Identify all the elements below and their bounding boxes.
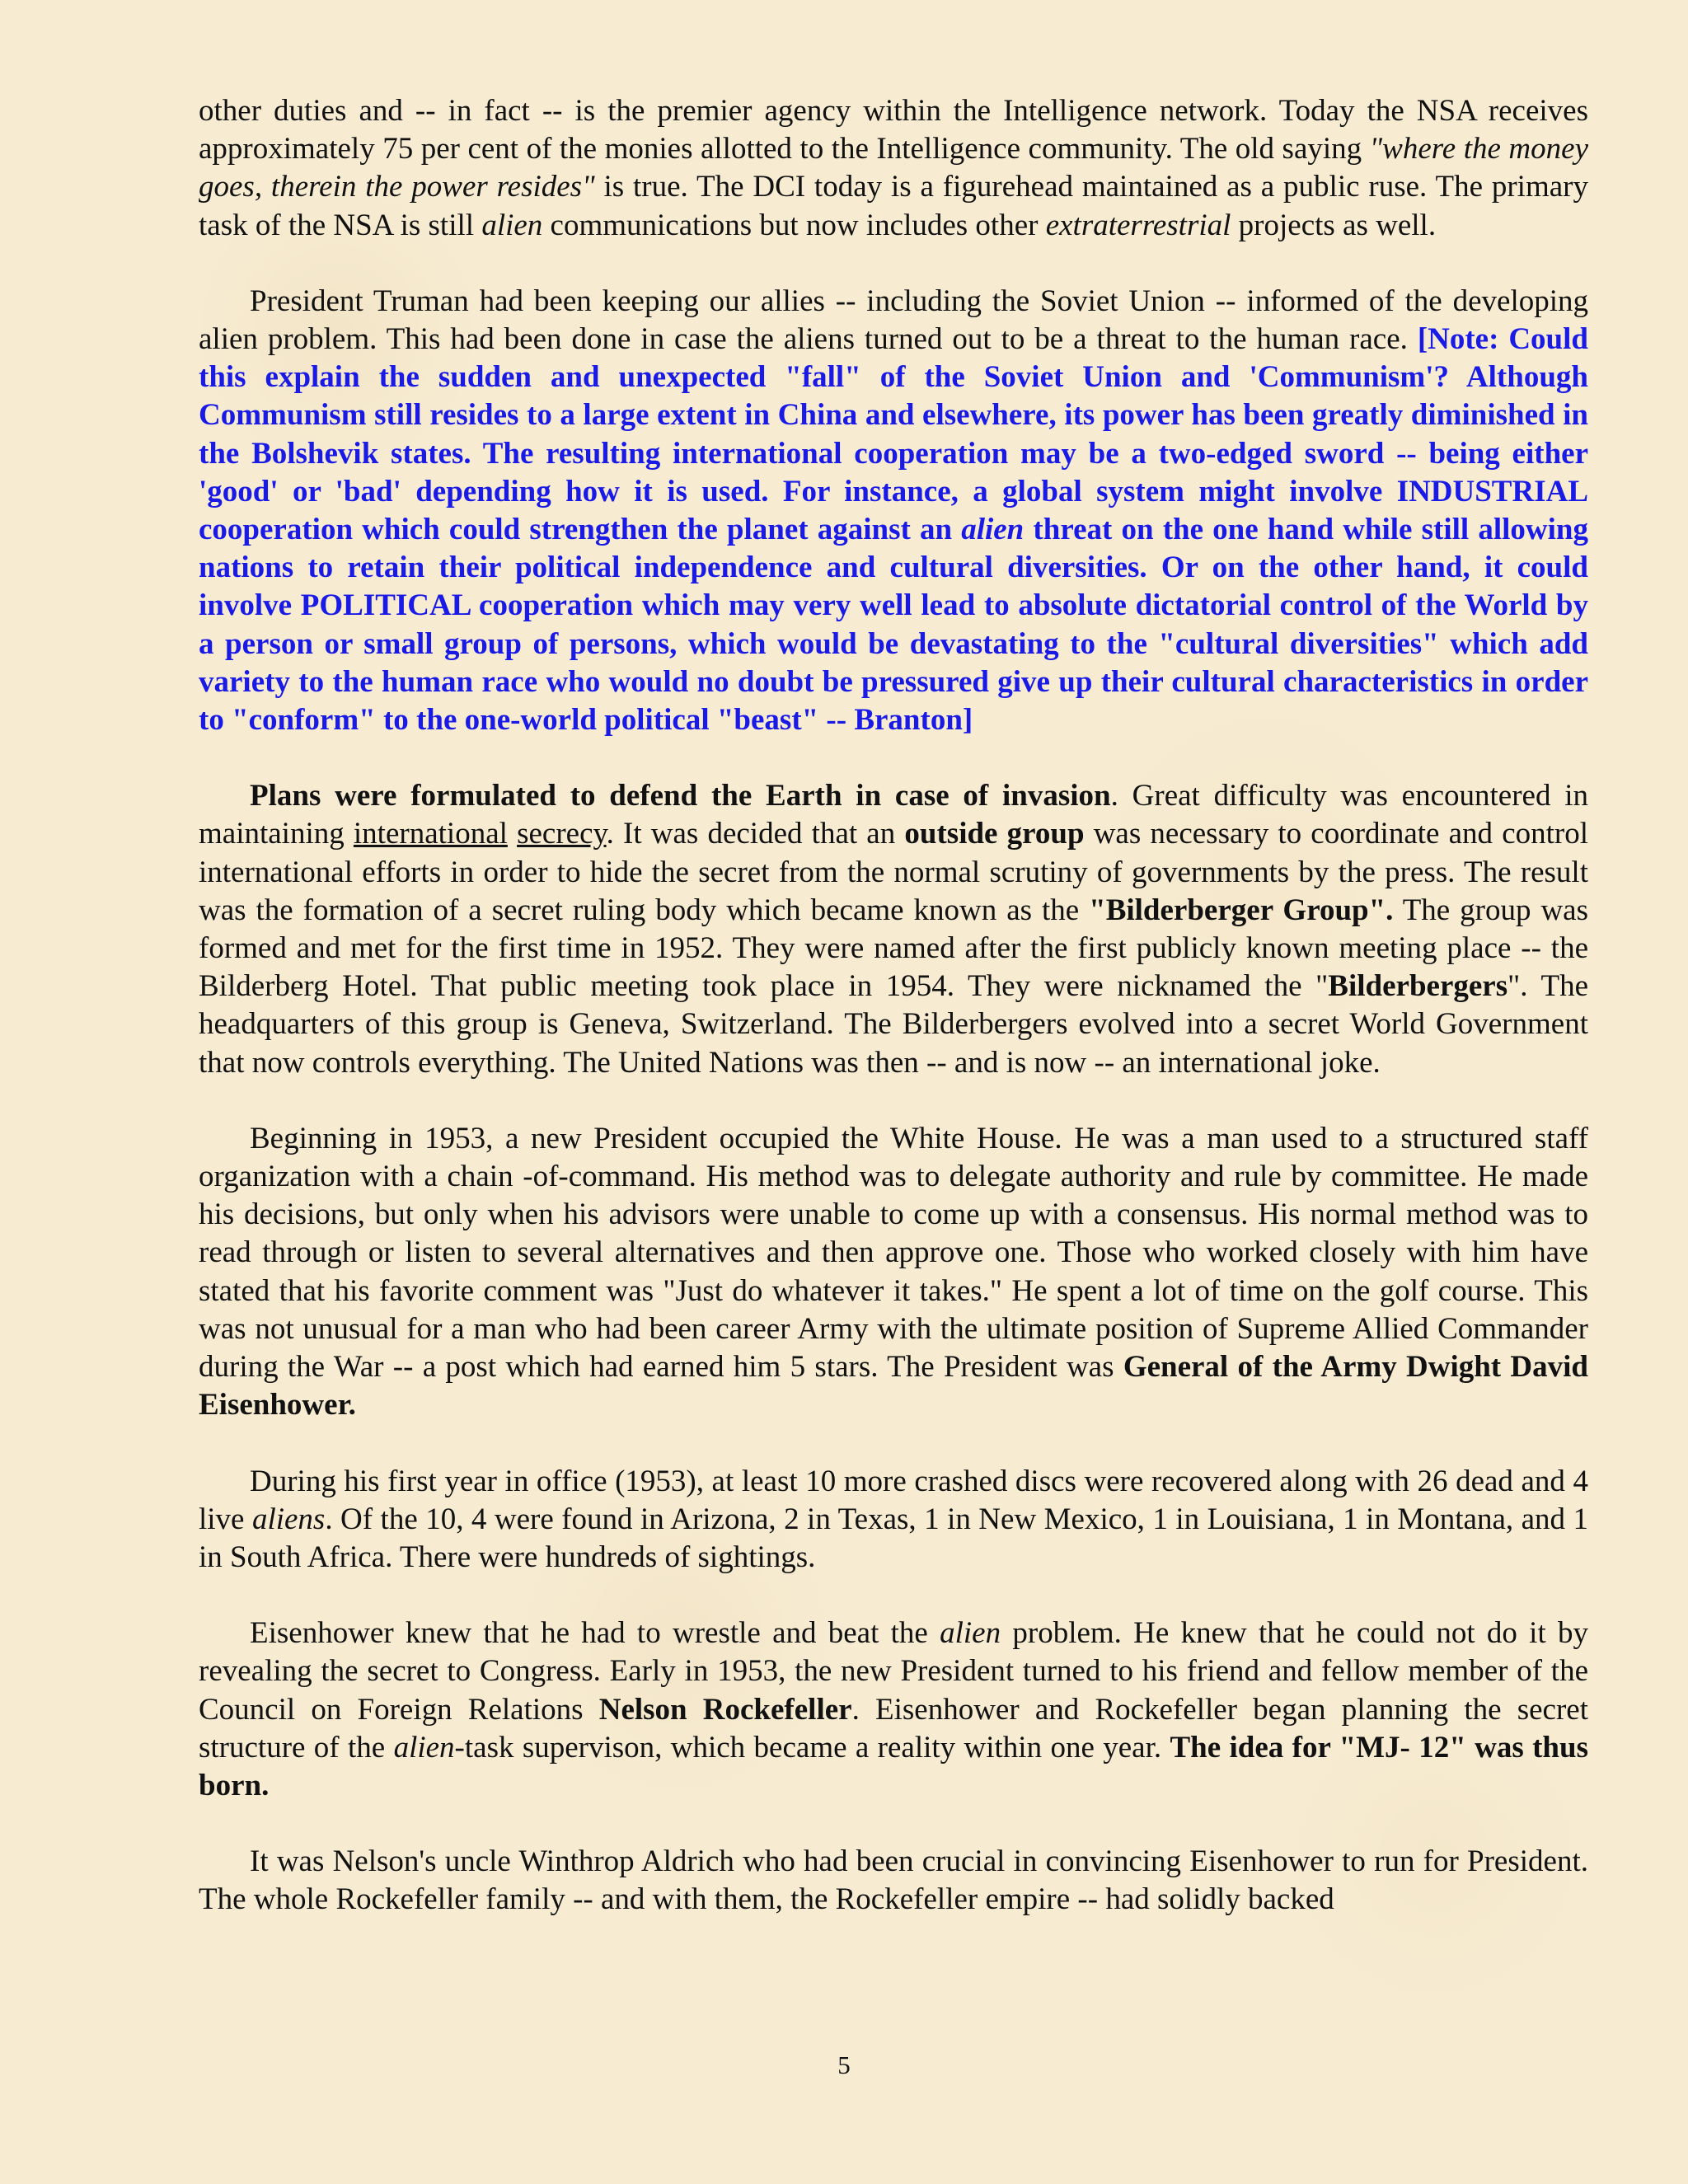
paragraph-nsa xyxy=(199,92,1588,245)
text-run: alien xyxy=(940,1616,1001,1651)
text-run: Nelson Rockefeller xyxy=(598,1692,852,1727)
text-run: alien xyxy=(393,1730,455,1765)
page-number: 5 xyxy=(837,2050,851,2079)
text-run: . Of the 10, 4 were found in Arizona, 2 in Texas, 1 in New Mexico, 1 in Louisiana, 1 in Montana, and 1 in South Africa. There were hundreds of sightings. xyxy=(199,1502,1588,1574)
text-run: "where the money goes, therein the power resides" xyxy=(199,132,1588,204)
text-run: international xyxy=(353,817,508,851)
text-run: Eisenhower knew that he had to wrestle and beat the xyxy=(250,1616,940,1651)
text-run: "Bilderberger Group". xyxy=(1089,893,1394,927)
text-run: alien xyxy=(481,208,543,242)
text-run: -task supervison, which became a reality within one year. xyxy=(454,1730,1170,1765)
text-run: communications but now includes other xyxy=(542,208,1046,242)
text-run: is true. The DCI today is a figurehead maintained as a public ruse. The primary task of the NSA is still xyxy=(199,170,1588,242)
text-run: President Truman had been keeping our allies -- including the Soviet Union -- informed of the developing alien problem. This had been done in case the aliens turned out to be a threat to the human race. xyxy=(199,284,1588,357)
text-run: aliens xyxy=(251,1502,326,1536)
text-run: Beginning in 1953, a new President occupied the White House. He was a man used to a structured staff organization with a chain -of-command. His method was to delegate authority and rule by committee. He made his decisions, but only when his advisors were unable to come up with a consensus. His normal method was to read through or listen to several alternatives and then approve one. Those who worked closely with him have stated that his favorite comment was "Just do whatever it takes." He spent a lot of time on the golf course. This was not unusual for a man who had been career Army with the ultimate position of Supreme Allied Commander during the War -- a post which had earned him 5 stars. The President was xyxy=(199,1121,1588,1385)
document-body xyxy=(199,92,1588,1957)
text-run: . It was decided that an xyxy=(606,817,905,851)
text-run: problem. He knew that he could not do it by revealing the secret to Congress. Early in 1953, the new President turned to his friend and fellow member of the Council on Foreign Relations xyxy=(199,1616,1588,1727)
text-run: The idea for "MJ- 12" was thus born. xyxy=(199,1730,1588,1802)
text-run: projects as well. xyxy=(1231,208,1437,242)
text-run: The group was formed and met for the first time in 1952. They were named after the first publicly known meeting place -- the Bilderberg Hotel. That public meeting took place in 1954. They were nicknamed the " xyxy=(199,893,1589,1004)
paragraph-mj12 xyxy=(199,1615,1588,1805)
text-run: . Eisenhower and Rockefeller began planning the secret structure of the xyxy=(199,1692,1588,1765)
paragraph-eisenhower xyxy=(199,1120,1588,1425)
text-run: outside group xyxy=(904,817,1085,851)
note-text-run: threat on the one hand while still allowing nations to retain their political independence and cultural diversities. Or on the other hand, it could involve POLITICAL cooperation which may very well lead to absolute dictatorial control of the World by a person or small group of persons, which would be devastating to the "cultural diversities" which add variety to the human race who would no doubt be pressured give up their cultural characteristics in order to "conform" to the one-world political "beast" -- Branton] xyxy=(199,513,1588,738)
paragraph-aldrich xyxy=(199,1843,1588,1919)
paragraph-crashed-discs xyxy=(199,1463,1588,1577)
note-text-run: alien xyxy=(961,513,1025,547)
text-run: was necessary to coordinate and control international efforts in order to hide the secret from the normal scrutiny of governments by the press. The result was the formation of a secret ruling body which became known as the xyxy=(199,817,1589,927)
text-run: secrecy xyxy=(517,817,607,851)
paragraph-bilderberger xyxy=(199,777,1588,1082)
text-run: Plans were formulated to defend the Earth in case of invasion xyxy=(250,779,1111,813)
text-run: General of the Army Dwight David Eisenhower. xyxy=(199,1350,1588,1422)
text-run: . Great difficulty was encountered in maintaining xyxy=(199,779,1589,851)
text-run: ". The headquarters of this group is Geneva, Switzerland. The Bilderbergers evolved into a secret World Government that now controls everything. The United Nations was then -- and is now -- an international joke. xyxy=(199,969,1588,1080)
text-run: other duties and -- in fact -- is the premier agency within the Intelligence network. Today the NSA receives approximately 75 per cent of the monies allotted to the Intelligence community. The old saying xyxy=(199,94,1588,166)
note-text-run: [Note: Could this explain the sudden and unexpected "fall" of the Soviet Union and 'Communism'? Although Communism still resides to a large extent in China and elsewhere, its power has been greatly diminished in the Bolshevik states. The resulting international cooperation may be a two-edged sword -- being either 'good' or 'bad' depending how it is used. For instance, a global system might involve INDUSTRIAL cooperation which could strengthen the planet against an xyxy=(199,322,1588,547)
text-run: During his first year in office (1953), at least 10 more crashed discs were recovered along with 26 dead and 4 live xyxy=(199,1464,1588,1536)
text-run xyxy=(508,817,517,851)
text-run: Bilderbergers xyxy=(1328,969,1508,1004)
text-run: extraterrestrial xyxy=(1045,208,1231,242)
text-run: It was Nelson's uncle Winthrop Aldrich who had been crucial in convincing Eisenhower to run for President. The whole Rockefeller family -- and with them, the Rockefeller empire -- had solidly backed xyxy=(199,1844,1588,1917)
paragraph-truman-note xyxy=(199,283,1588,739)
